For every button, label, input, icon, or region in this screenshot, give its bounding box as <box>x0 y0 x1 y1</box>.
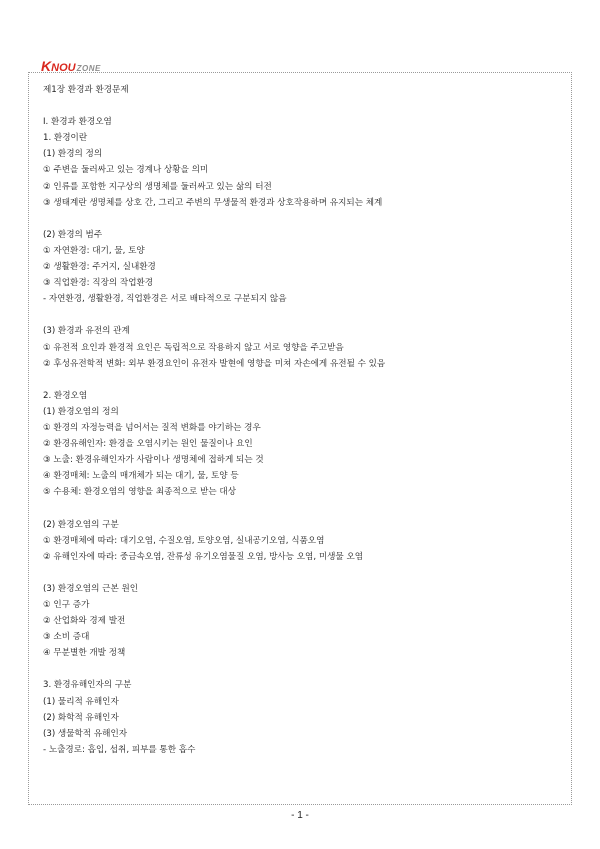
text-line: ① 환경매체에 따라: 대기오염, 수질오염, 토양오염, 실내공기오염, 식품오염 <box>43 535 325 546</box>
text-line: ② 환경유해인자: 환경을 오염시키는 원인 물질이나 요인 <box>43 439 253 450</box>
text-line: ② 생활환경: 주거지, 실내환경 <box>43 262 156 273</box>
document-body <box>43 82 563 758</box>
text-line: - 노출경로: 흡입, 섭취, 피부를 통한 흡수 <box>43 744 196 755</box>
text-line: ① 자연환경: 대기, 물, 토양 <box>43 245 145 256</box>
text-line: (3) 생물학적 유해인자 <box>43 728 128 739</box>
text-line: 1. 환경이란 <box>43 133 88 144</box>
text-line: ① 인구 증가 <box>43 600 90 610</box>
blank-line <box>43 307 563 323</box>
text-line: (2) 화학적 유해인자 <box>43 712 119 723</box>
text-line: ① 유전적 요인과 환경적 요인은 독립적으로 작용하지 않고 서로 영향을 주고받음 <box>43 342 344 353</box>
text-line: 3. 환경유해인자의 구분 <box>43 680 132 691</box>
text-line: ② 후성유전학적 변화: 외부 환경요인이 유전자 발현에 영향을 미쳐 자손에게 유전될 수 있음 <box>43 358 386 369</box>
logo-zone: ZONE <box>76 64 101 73</box>
text-line: ⑤ 수용체: 환경오염의 영향을 최종적으로 받는 대상 <box>43 487 237 498</box>
text-line: (2) 환경오염의 구분 <box>43 519 119 530</box>
text-line: 제1장 환경과 환경문제 <box>43 85 129 95</box>
text-line: (3) 환경과 유전의 관계 <box>43 326 130 337</box>
blank-line <box>43 565 563 581</box>
text-line: 2. 환경오염 <box>43 390 88 401</box>
logo-k: K <box>41 58 52 74</box>
text-line: ④ 환경매체: 노출의 매개체가 되는 대기, 물, 토양 등 <box>43 471 239 482</box>
blank-line <box>43 500 563 516</box>
text-line: ② 유해인자에 따라: 중금속오염, 잔류성 유기오염물질 오염, 방사능 오염, 미생물 오염 <box>43 551 364 562</box>
text-line: (2) 환경의 범주 <box>43 229 103 240</box>
text-line: ③ 소비 증대 <box>43 632 90 643</box>
text-line: ④ 무분별한 개발 정책 <box>43 648 126 659</box>
knouzone-logo <box>41 58 101 72</box>
text-line: ③ 직업환경: 직장의 작업환경 <box>43 278 154 289</box>
logo-nou: NOU <box>51 62 76 74</box>
text-line: ② 산업화와 경제 발전 <box>43 616 126 627</box>
blank-line <box>43 661 563 677</box>
blank-line <box>43 372 563 388</box>
blank-line <box>43 98 563 114</box>
text-line: (1) 환경의 정의 <box>43 149 103 160</box>
text-line: ① 환경의 자정능력을 넘어서는 질적 변화를 야기하는 경우 <box>43 422 261 433</box>
text-line: (1) 환경오염의 정의 <box>43 406 119 417</box>
text-line: ① 주변을 둘러싸고 있는 경계나 상황을 의미 <box>43 165 209 176</box>
text-line: Ⅰ. 환경과 환경오염 <box>43 117 112 128</box>
blank-line <box>43 211 563 227</box>
text-line: (1) 물리적 유해인자 <box>43 696 119 707</box>
text-line: (3) 환경오염의 근본 원인 <box>43 583 139 594</box>
text-line: - 자연환경, 생활환경, 직업환경은 서로 배타적으로 구분되지 않음 <box>43 294 287 305</box>
text-line: ③ 생태계란 생명체를 상호 간, 그리고 주변의 무생물적 환경과 상호작용하며 유지되는 체계 <box>43 197 383 208</box>
page-number: - 1 - <box>291 810 309 821</box>
text-line: ② 인류를 포함한 지구상의 생명체를 둘러싸고 있는 삶의 터전 <box>43 181 272 192</box>
text-line: ③ 노출: 환경유해인자가 사람이나 생명체에 접하게 되는 것 <box>43 455 264 466</box>
